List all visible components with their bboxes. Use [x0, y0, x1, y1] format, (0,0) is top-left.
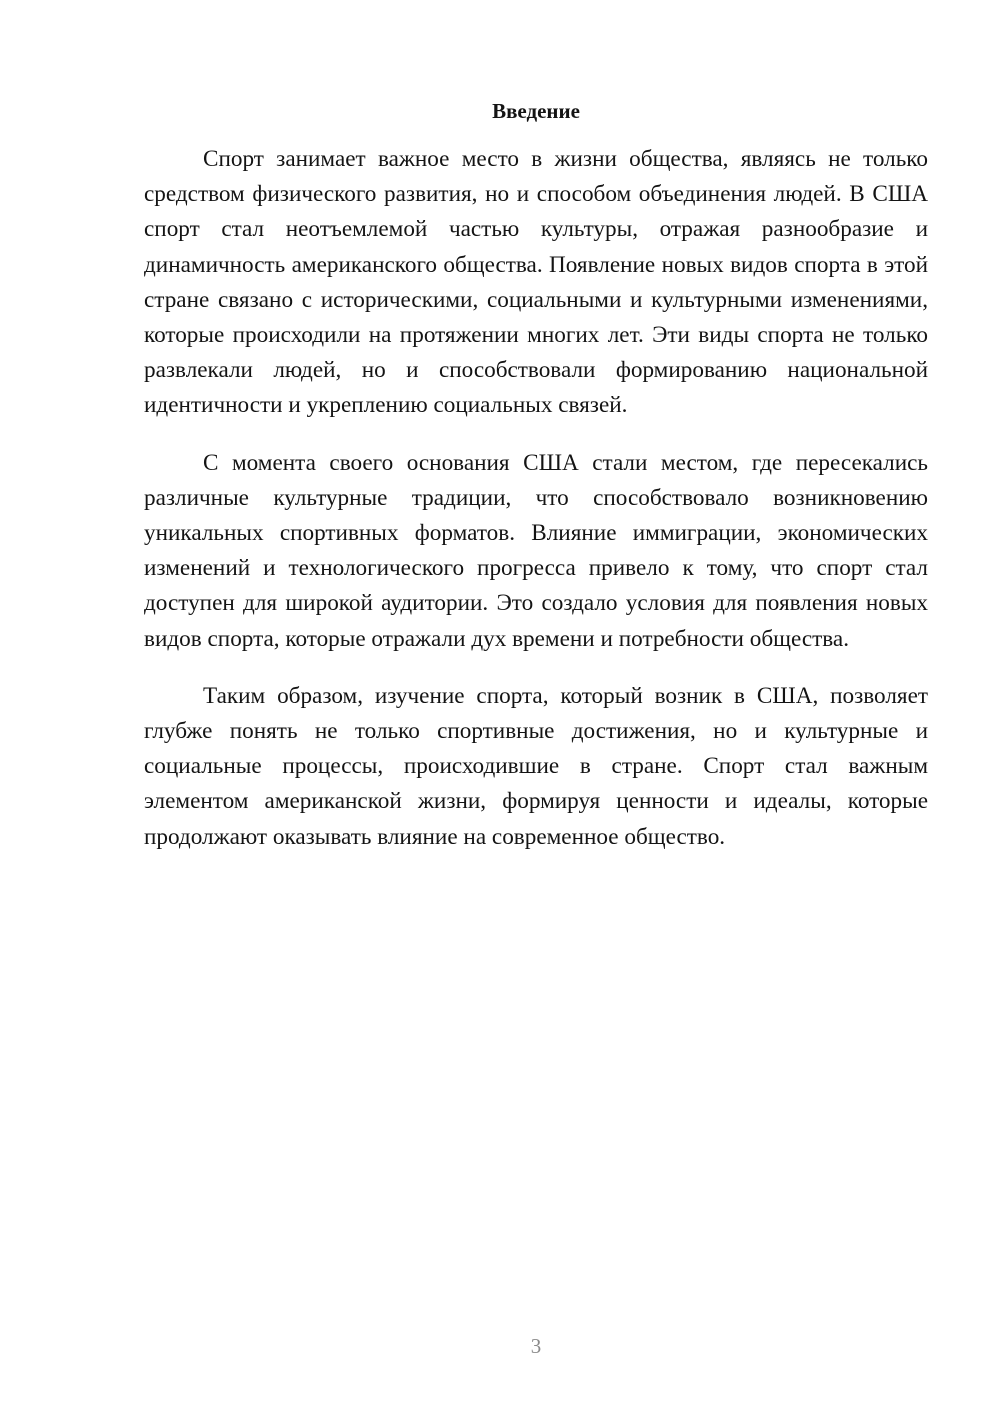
page-number: 3 — [530, 1334, 542, 1358]
paragraph-1: Спорт занимает важное место в жизни общества, являясь не только средством физического развития, но и способом объединения людей. В США спорт стал неотъемлемой частью культуры, отражая разнообразие и динамичность американского общества. Появление новых видов спорта в этой стране связано с историческими, социальными и культурными изменениями, которые происходили на протяжении многих лет. Эти виды спорта не только развлекали людей, но и способствовали формированию национальной идентичности и укреплению социальных связей. — [144, 146, 928, 419]
paragraph-3: Таким образом, изучение спорта, который возник в США, позволяет глубже понять не только спортивные достижения, но и культурные и социальные процессы, происходившие в стране. Спорт стал важным элементом американской жизни, формируя ценности и идеалы, которые продолжают оказывать влияние на современное общество. — [144, 682, 928, 850]
paragraph-2: С момента своего основания США стали местом, где пересекались различные культурные традиции, что способствовало возникновению уникальных спортивных форматов. Влияние иммиграции, экономических изменений и технологического прогресса привело к тому, что спорт стал доступен для широкой аудитории. Это создало условия для появления новых видов спорта, которые отражали дух времени и потребности общества. — [144, 449, 928, 652]
document-body — [144, 142, 928, 877]
page-title: Введение — [492, 99, 580, 123]
